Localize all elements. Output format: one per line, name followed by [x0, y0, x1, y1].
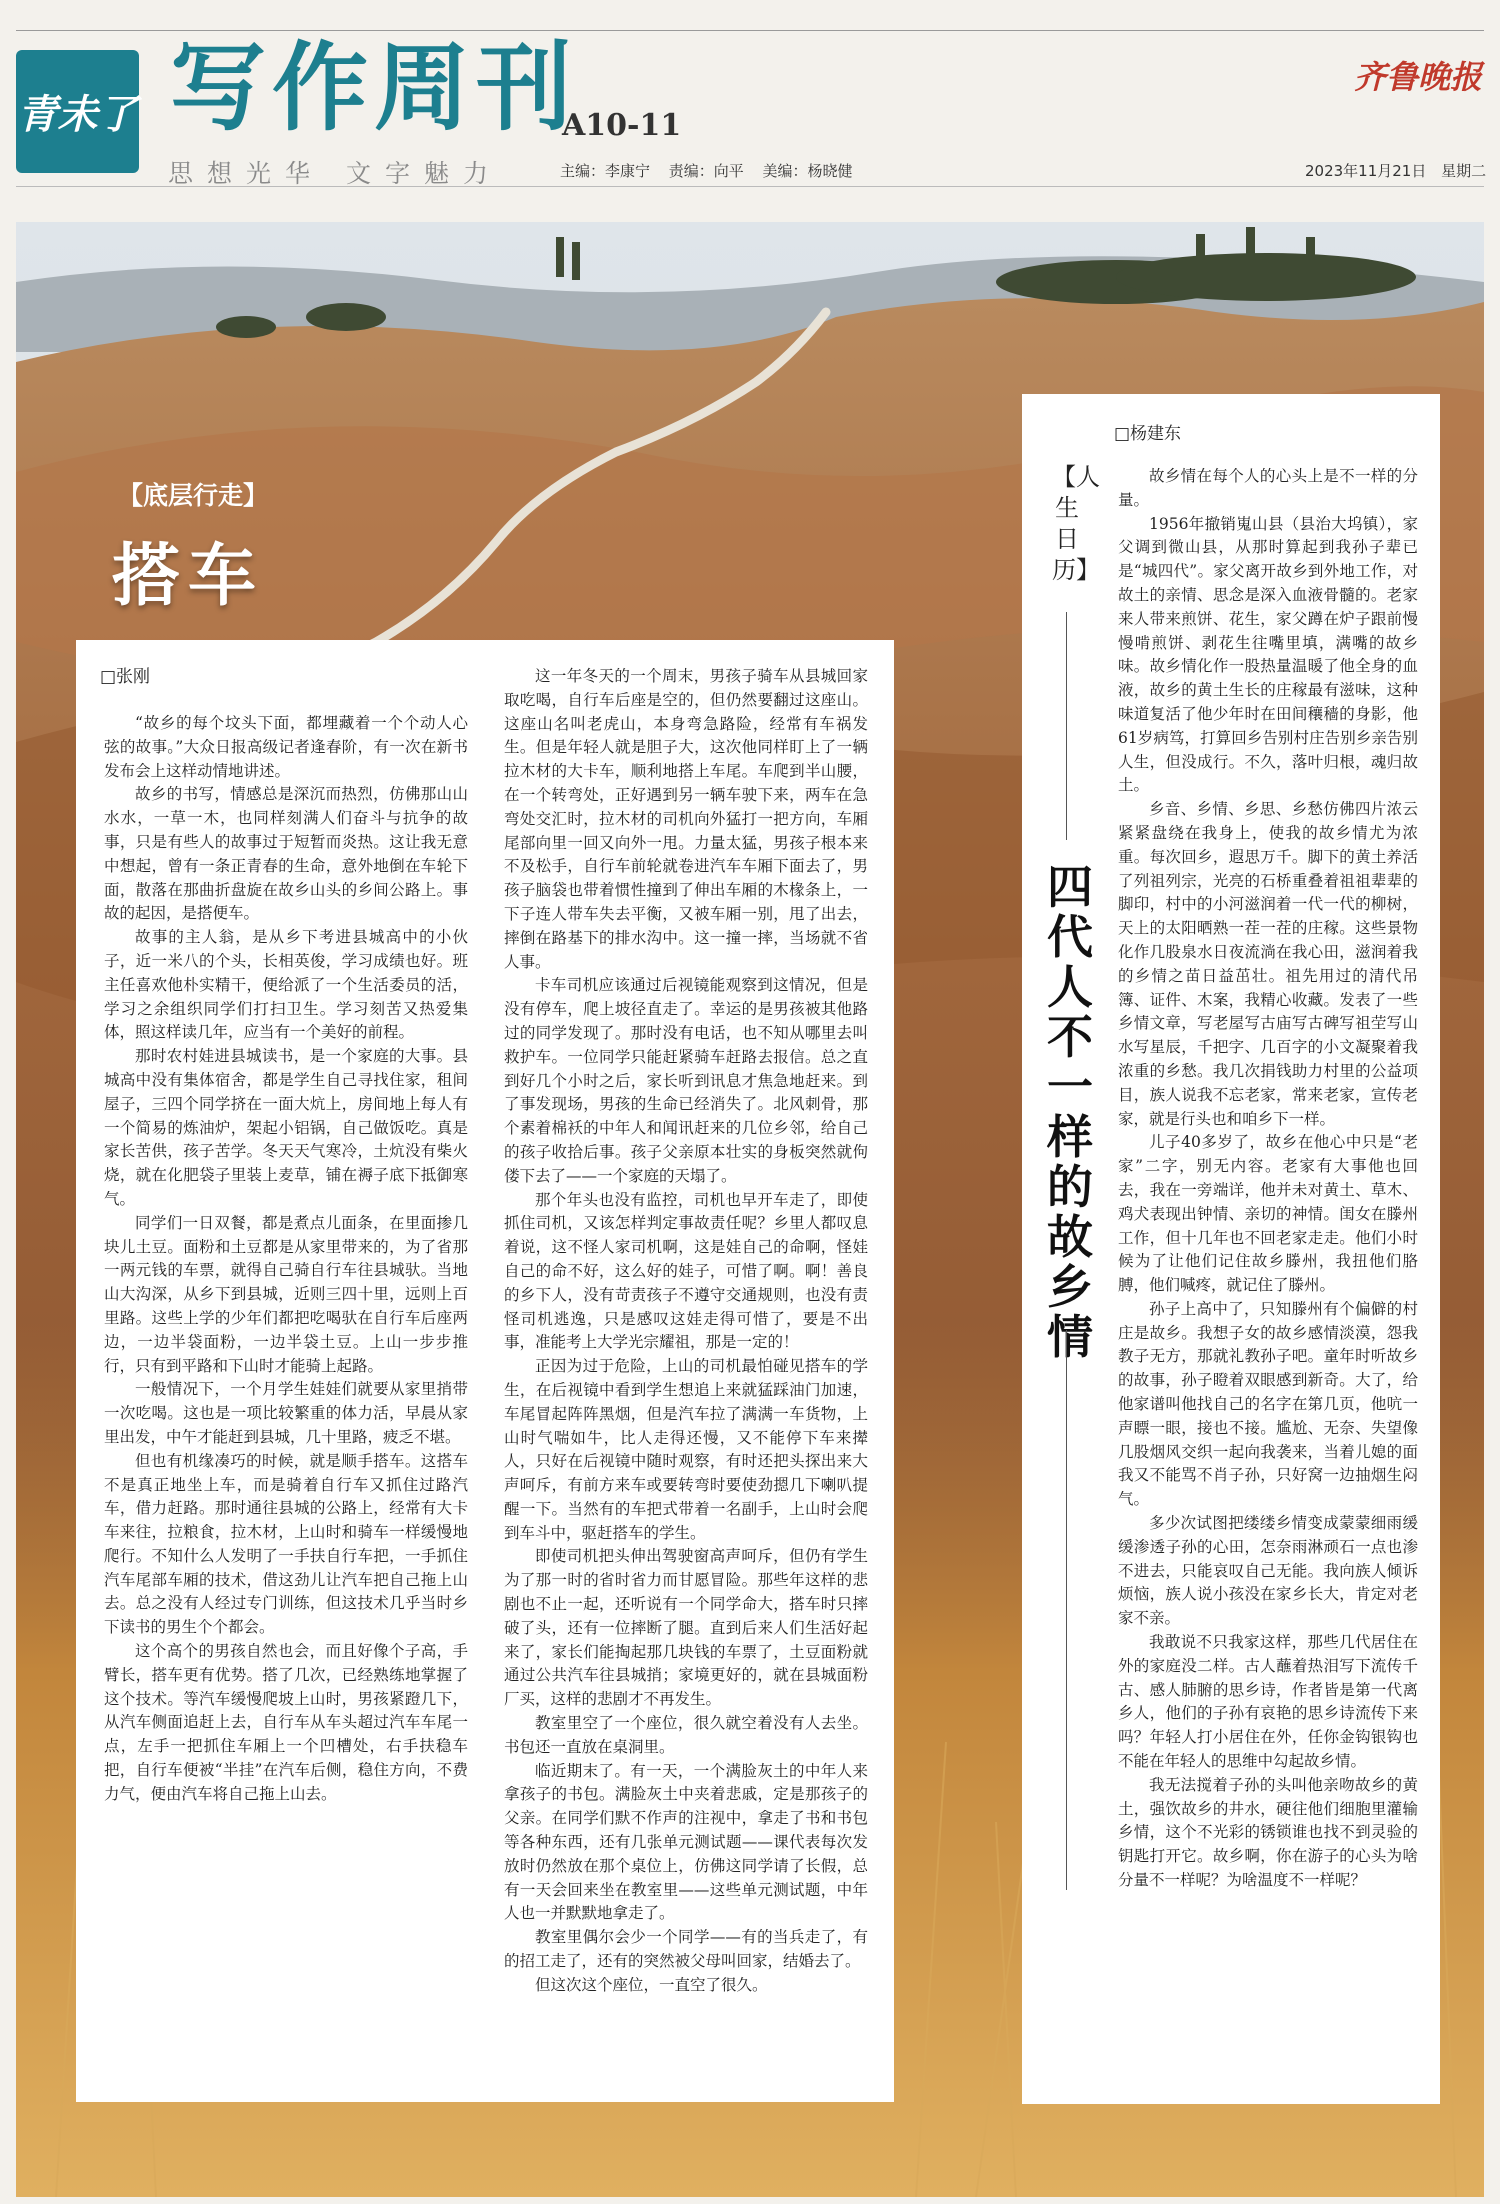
- right-article-body: [1118, 465, 1418, 2095]
- paragraph: 临近期末了。有一天，一个满脸灰土的中年人来拿孩子的书包。满脸灰土中夹着悲戚，定是那孩子的父亲。在同学们默不作声的注视中，拿走了书和书包等各种东西，还有几张单元测试题——课代表每次发放时仍然放在那个桌位上，仿佛这同学请了长假，总有一天会回来坐在教室里——这些单元测试题，中年人也一并默默地拿走了。: [504, 1761, 868, 1923]
- newspaper-brand: 齐鲁晚报: [1354, 58, 1483, 96]
- paragraph: 那时农村娃进县城读书，是一个家庭的大事。县城高中没有集体宿舍，都是学生自己寻找住家，租间屋子，三四个同学挤在一面大炕上，房间地上每人有一个简易的炼油炉，架起小铝锅，自己做饭吃。真是家长苦供，孩子苦学。冬天天气寒冷，土炕没有柴火烧，就在化肥袋子里装上麦草，铺在褥子底下抵御寒气。: [104, 1047, 468, 1208]
- header-bottom-rule: [16, 186, 1484, 187]
- paragraph: 但也有机缘凑巧的时候，就是顺手搭车。这搭车不是真正地坐上车，而是骑着自行车又抓住过路汽车，借力赶路。那时通往县城的公路上，经常有大卡车来往，拉粮食，拉木材，上山时和骑车一样缓慢地爬行。不知什么人发明了一手扶自行车把，一手抓住汽车尾部车厢的技术，借这劲儿让汽车把自己拖上山去。总之没有人经过专门训练，但这技术几乎当时乡下读书的男生个个都会。: [104, 1451, 468, 1637]
- paragraph: 那个年头也没有监控，司机也早开车走了，即使抓住司机，又该怎样判定事故责任呢？乡里人都叹息着说，这不怪人家司机啊，这是娃自己的命啊，怪娃自己的命不好，这么好的娃子，可惜了啊。啊！善良的乡下人，没有苛责孩子不遵守交通规则，也没有责怪司机逃逸，只是感叹这娃走得可惜了，要是不出事，准能考上大学光宗耀祖，那是一定的！: [504, 1190, 868, 1352]
- page-title: 写作周刊: [170, 32, 578, 144]
- left-article-body-col1: [104, 712, 468, 2092]
- paragraph: 故乡的书写，情感总是深沉而热烈，仿佛那山山水水，一草一木，也同样刻满人们奋斗与抗争的故事，只是有些人的故事过于短暂而炎热。这让我无意中想起，曾有一条正青春的生命，意外地倒在车轮下面，散落在那曲折盘旋在故乡山头的乡间公路上。事故的起因，是搭便车。: [104, 785, 468, 923]
- paragraph: 多少次试图把缕缕乡情变成蒙蒙细雨缓缓渗透子孙的心田，怎奈雨淋顽石一点也渗不进去，只能哀叹自己无能。我向族人倾诉烦恼，族人说小孩没在家乡长大，肯定对老家不亲。: [1118, 1514, 1418, 1628]
- paragraph: 我敢说不只我家这样，那些几代居住在外的家庭没二样。古人蘸着热泪写下流传千古、感人肺腑的思乡诗，作者皆是第一代离乡人，他们的子孙有哀艳的思乡诗流传下来吗？年轻人打小居住在外，任你金钩银钩也不能在年轻人的思维中勾起故乡情。: [1118, 1633, 1418, 1771]
- right-article-title: 四代人不一样的故乡情: [1047, 860, 1093, 1364]
- paragraph: 一般情况下，一个月学生娃娃们就要从家里捎带一次吃喝。这也是一项比较繁重的体力活，早晨从家里出发，中午才能赶到县城，几十里路，疲乏不堪。: [104, 1380, 468, 1446]
- paragraph: 我无法搅着子孙的头叫他亲吻故乡的黄土，强饮故乡的井水，硬往他们细胞里灌输乡情，这个不光彩的锈锁谁也找不到灵验的钥匙打开它。故乡啊，你在游子的心头为啥分量不一样呢？为啥温度不一样呢？: [1118, 1775, 1418, 1890]
- section-logo: [16, 50, 139, 173]
- page-number: A10-11: [562, 108, 682, 143]
- paragraph: 即使司机把头伸出驾驶窗高声呵斥，但仍有学生为了那一时的省时省力而甘愿冒险。那些年这样的悲剧也不止一起，还听说有一个同学命大，搭车时只摔破了头，还有一位摔断了腿。直到后来人们生活好起来了，家长们能掏起那几块钱的车票了，土豆面粉就通过公共汽车往县城捎；家境更好的，就在县城面粉厂买，这样的悲剧才不再发生。: [504, 1547, 868, 1709]
- paragraph: 乡音、乡情、乡思、乡愁仿佛四片浓云紧紧盘绕在我身上，使我的故乡情尤为浓重。每次回乡，遐思万千。脚下的黄土养活了列祖列宗，光亮的石桥重叠着祖祖辈辈的脚印，村中的小河滋润着一代一代的柳树，天上的太阳晒熟一茬一茬的庄稼。这些景物化作几股泉水日夜流淌在我心田，滋润着我的乡情之苗日益茁壮。祖先用过的清代吊簿、证件、木案，我精心收藏。发表了一些乡情文章，写老屋写古庙写古碑写祖茔写山水写星辰，千把字、几百字的小文凝聚着我浓重的乡愁。我几次捐钱助力村里的公益项目，族人说我不忘老家，常来老家，宣传老家，就是行头也和咱乡下一样。: [1118, 800, 1418, 1128]
- paragraph: 这个高个的男孩自然也会，而且好像个子高，手臂长，搭车更有优势。搭了几次，已经熟练地掌握了这个技术。等汽车缓慢爬坡上山时，男孩紧蹬几下，从汽车侧面追赶上去，自行车从车头超过汽车车尾一点，左手一把抓住车厢上一个凹槽处，右手扶稳车把，自行车便被“半挂”在汽车后侧，稳住方向，不费力气，便由汽车将自己拖上山去。: [104, 1642, 468, 1803]
- left-article-body-col2: [504, 665, 868, 2095]
- paragraph: 卡车司机应该通过后视镜能观察到这情况，但是没有停车，爬上坡径直走了。幸运的是男孩被其他路过的同学发现了。那时没有电话，也不知从哪里去叫救护车。一位同学只能赶紧骑车赶路去报信。总之直到好几个小时之后，家长听到讯息才焦急地赶来。到了事发现场，男孩的生命已经消失了。北风刺骨，那个素着棉袄的中年人和闻讯赶来的几位乡邻，给自己的孩子收拾后事。孩子父亲原本壮实的身板突然就佝偻下去了——一个家庭的天塌了。: [504, 976, 868, 1185]
- paragraph: 正因为过于危险，上山的司机最怕碰见搭车的学生，在后视镜中看到学生想追上来就猛踩油门加速，车尾冒起阵阵黑烟，但是汽车拉了满满一车货物，上山时气喘如牛，比人走得还慢，又不能停下车来撵人，只好在后视镜中随时观察，有时还把头探出来大声呵斥，有前方来车或要转弯时要使劲摁几下喇叭提醒一下。当然有的车把式带着一名副手，上山时会爬到车斗中，驱赶搭车的学生。: [504, 1357, 868, 1542]
- paragraph: 但这次这个座位，一直空了很久。: [535, 1975, 768, 1994]
- paragraph: 儿子40多岁了，故乡在他心中只是“老家”二字，别无内容。老家有大事他也回去，我在一旁端详，他并未对黄土、草木、鸡犬表现出钟情、亲切的神情。闺女在滕州工作，但十几年也不回老家走走。他们小时候为了让他们记住故乡滕州，我扭他们胳膊，他们喊疼，就记住了滕州。: [1118, 1133, 1418, 1295]
- slogan: 思想光华 文字魅力: [168, 159, 502, 188]
- paragraph: 故事的主人翁，是从乡下考进县城高中的小伙子，近一米八的个头，长相英俊，学习成绩也好。班主任喜欢他朴实精干，便给派了一个生活委员的活，学习之余组织同学们打扫卫生。学习刻苦又热爱集体，照这样读几年，应当有一个美好的前程。: [104, 928, 468, 1042]
- editor-credits: 主编：李康宁 责编：向平 美编：杨晓健: [560, 162, 853, 180]
- issue-date: 2023年11月21日 星期二: [1305, 162, 1487, 180]
- left-article-title: 搭车: [112, 537, 265, 616]
- header-top-rule: [16, 30, 1484, 31]
- paragraph: 教室里空了一个座位，很久就空着没有人去坐。书包还一直放在桌洞里。: [504, 1714, 868, 1756]
- paragraph: 同学们一日双餐，都是煮点儿面条，在里面掺几块儿土豆。面粉和土豆都是从家里带来的，为了省那一两元钱的车票，就得自己骑自行车往县城驮。当地山大沟深，从乡下到县城，近则三四十里，远则上百里路。这些上学的少年们都把吃喝驮在自行车后座两边，一边半袋面粉，一边半袋土豆。上山一步步推行，只有到平路和下山时才能骑上起路。: [104, 1213, 468, 1375]
- paragraph: 这一年冬天的一个周末，男孩子骑车从县城回家取吃喝，自行车后座是空的，但仍然要翻过这座山。这座山名叫老虎山，本身弯急路险，经常有车祸发生。但是年轻人就是胆子大，这次他同样盯上了一辆拉木材的大卡车，顺利地搭上车尾。车爬到半山腰，在一个转弯处，正好遇到另一辆车驶下来，两车在急弯处交汇时，拉木材的司机向外猛打一把方向，车厢尾部向里一回又向外一甩。力量太猛，男孩子根本来不及松手，自行车前轮就卷进汽车车厢下面去了，男孩子脑袋也带着惯性撞到了伸出车厢的木椽条上，一下子连人带车失去平衡，又被车厢一别，甩了出去，摔倒在路基下的排水沟中。这一撞一摔，当场就不省人事。: [504, 667, 868, 971]
- paragraph: 孙子上高中了，只知滕州有个偏僻的村庄是故乡。我想子女的故乡感情淡漠，怨我教子无方，那就礼教孙子吧。童年时听故乡的故事，孙子瞪着双眼感到新奇。大了，给他家谱叫他找自己的名字在第几页，他吭一声瞟一眼，接也不接。尴尬、无奈、失望像几股烟风交织一起向我袭来，当着儿媳的面我又不能骂不肖子孙，只好窝一边抽烟生闷气。: [1118, 1299, 1418, 1509]
- right-article-author: □杨建东: [1114, 424, 1182, 444]
- paragraph: “故乡的每个坟头下面，都埋藏着一个个动人心弦的故事。”大众日报高级记者逢春阶，有一次在新书发布会上这样动情地讲述。: [104, 714, 468, 780]
- left-article-author: □张刚: [100, 667, 151, 687]
- section-logo-text: 青未了: [17, 91, 138, 138]
- paragraph: 故乡情在每个人的心头上是不一样的分量。: [1118, 467, 1418, 509]
- vertical-divider: [1066, 612, 1067, 840]
- paragraph: 教室里偶尔会少一个同学——有的当兵走了，有的招工走了，还有的突然被父母叫回家，结婚去了。: [504, 1928, 868, 1971]
- vertical-divider: [1066, 1330, 1067, 1890]
- left-column-label: 【底层行走】: [118, 481, 269, 510]
- paragraph: 1956年撤销嵬山县（县治大坞镇），家父调到微山县，从那时算起到我孙子辈已是“城四代”。家父离开故乡到外地工作，对故土的亲情、思念是深入血液骨髓的。老家来人带来煎饼、花生，家父蹲在炉子跟前慢慢啃煎饼、剥花生往嘴里填，满嘴的故乡味。故乡情化作一股热量温暖了他全身的血液，故乡的黄土生长的庄稼最有滋味，这种味道复活了他少年时在田间穰穑的身影，他61岁病笃，打算回乡告别村庄告别乡亲告别人生，但没成行。不久，落叶归根，魂归故土。: [1118, 514, 1418, 795]
- right-column-label: 【人生日历】: [1052, 463, 1100, 584]
